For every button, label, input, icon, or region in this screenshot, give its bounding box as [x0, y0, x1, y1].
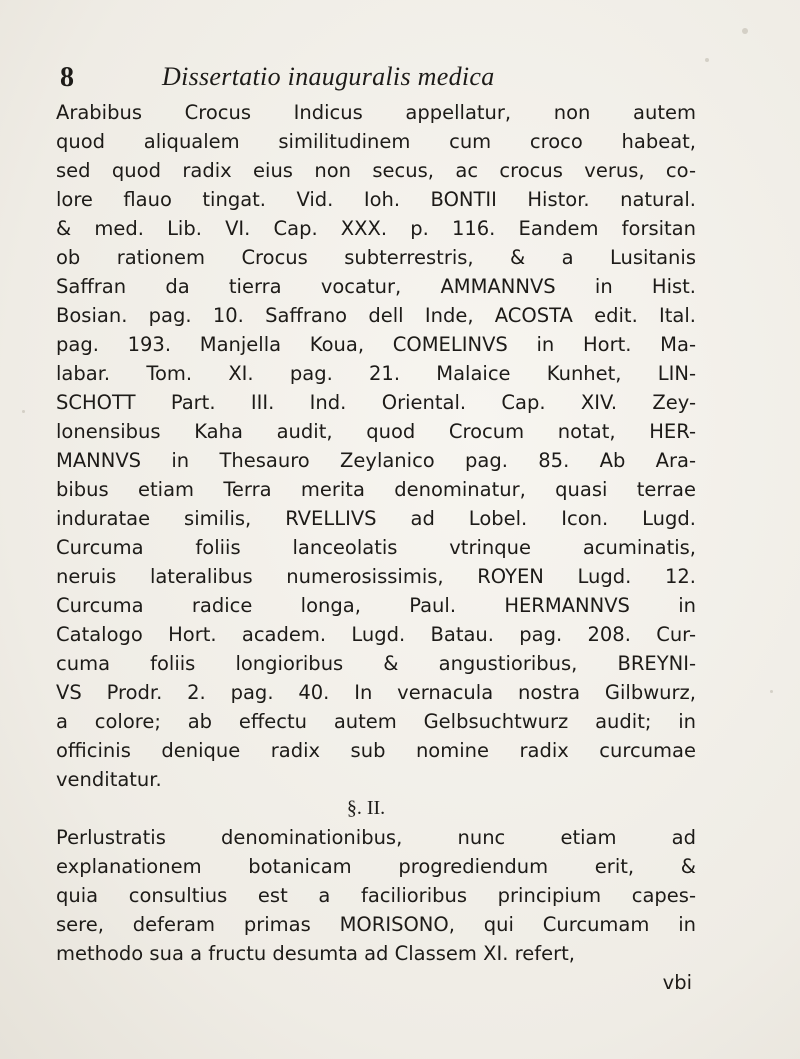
text-line: bibus etiam Terra merita denominatur, quasi terrae [56, 478, 696, 501]
text-line: Curcuma radice longa, Paul. HERMANNVS in [56, 594, 696, 617]
text-line: & med. Lib. VI. Cap. XXX. p. 116. Eandem forsitan [56, 217, 696, 240]
text-line: lore flauo tingat. Vid. Ioh. BONTII Histor. natural. [56, 188, 696, 211]
text-line: neruis lateralibus numerosissimis, ROYEN Lugd. 12. [56, 565, 696, 588]
text-line: cuma foliis longioribus & angustioribus, BREYNI- [56, 652, 696, 675]
text-line: SCHOTT Part. III. Ind. Oriental. Cap. XIV. Zey- [56, 391, 696, 414]
text-line: methodo sua a fructu desumta ad Classem XI. refert, [56, 942, 575, 965]
text-line: sed quod radix eius non secus, ac crocus verus, co- [56, 159, 696, 182]
text-line: induratae similis, RVELLIVS ad Lobel. Icon. Lugd. [56, 507, 696, 530]
text-line: officinis denique radix sub nomine radix curcumae [56, 739, 696, 762]
text-line: quia consultius est a facilioribus principium capes- [56, 884, 696, 907]
body-text [56, 98, 696, 997]
paper-speck [742, 28, 748, 34]
text-line: lonensibus Kaha audit, quod Crocum notat, HER- [56, 420, 696, 443]
text-line: Saffran da tierra vocatur, AMMANNVS in Hist. [56, 275, 696, 298]
running-title: Dissertatio inauguralis medica [162, 62, 495, 91]
catch-word: vbi [662, 971, 692, 994]
text-line: Bosian. pag. 10. Saffrano dell Inde, ACOSTA edit. Ital. [56, 304, 696, 327]
text-line: VS Prodr. 2. pag. 40. In vernacula nostra Gilbwurz, [56, 681, 696, 704]
text-line: Curcuma foliis lanceolatis vtrinque acuminatis, [56, 536, 696, 559]
paragraph-2 [56, 823, 696, 968]
text-line: Perlustratis denominationibus, nunc etiam ad [56, 826, 696, 849]
paper-speck [22, 410, 25, 413]
page-number: 8 [60, 62, 74, 93]
section-mark: §. II. [346, 797, 386, 819]
text-line: Arabibus Crocus Indicus appellatur, non autem [56, 101, 696, 124]
paper-speck [770, 690, 773, 693]
paragraph-1 [56, 98, 696, 794]
text-line: Catalogo Hort. academ. Lugd. Batau. pag. 208. Cur- [56, 623, 696, 646]
text-line: MANNVS in Thesauro Zeylanico pag. 85. Ab Ara- [56, 449, 696, 472]
text-line: sere, deferam primas MORISONO, qui Curcumam in [56, 913, 696, 936]
page-header [60, 62, 760, 96]
text-line: pag. 193. Manjella Koua, COMELINVS in Hort. Ma- [56, 333, 696, 356]
text-line: ob rationem Crocus subterrestris, & a Lusitanis [56, 246, 696, 269]
text-line: labar. Tom. XI. pag. 21. Malaice Kunhet, LIN- [56, 362, 696, 385]
text-line: explanationem botanicam progrediendum erit, & [56, 855, 696, 878]
text-line: venditatur. [56, 768, 162, 791]
text-line: a colore; ab effectu autem Gelbsuchtwurz audit; in [56, 710, 696, 733]
text-line: quod aliqualem similitudinem cum croco habeat, [56, 130, 696, 153]
